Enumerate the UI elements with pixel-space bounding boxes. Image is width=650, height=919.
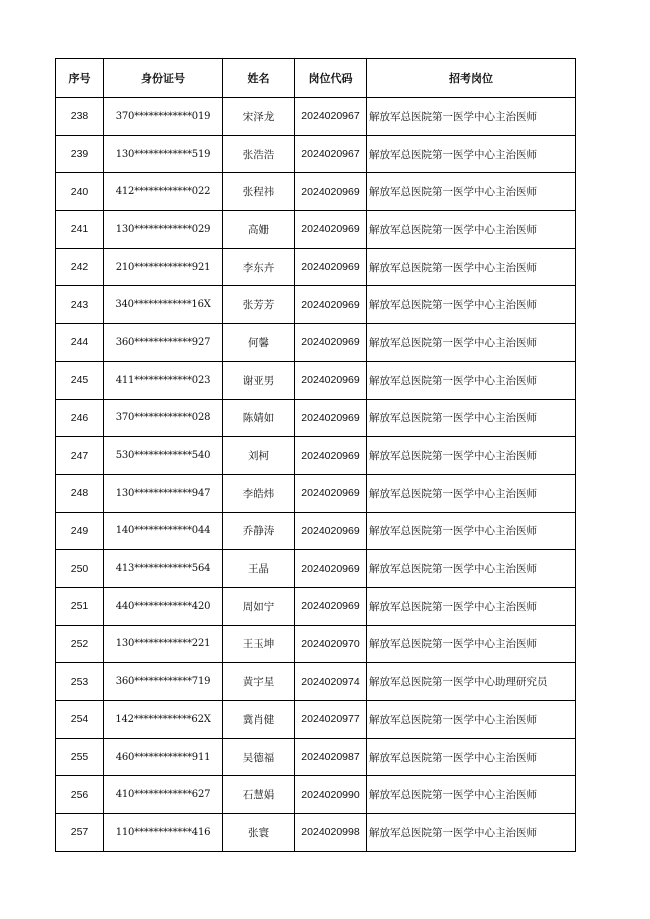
cell-position: 解放军总医院第一医学中心主治医师	[367, 135, 576, 173]
cell-serial-number: 247	[56, 437, 104, 475]
cell-position-code: 2024020967	[295, 135, 367, 173]
cell-position-code: 2024020969	[295, 211, 367, 249]
cell-position: 解放军总医院第一医学中心主治医师	[367, 701, 576, 739]
table-row	[56, 324, 576, 362]
cell-position-code: 2024020969	[295, 437, 367, 475]
cell-serial-number: 250	[56, 550, 104, 588]
cell-position-code: 2024020967	[295, 98, 367, 136]
cell-position: 解放军总医院第一医学中心主治医师	[367, 211, 576, 249]
cell-id-number: 140************044	[104, 512, 223, 550]
cell-position: 解放军总医院第一医学中心主治医师	[367, 550, 576, 588]
cell-position-code: 2024020970	[295, 625, 367, 663]
cell-serial-number: 242	[56, 248, 104, 286]
cell-id-number: 360************719	[104, 663, 223, 701]
cell-serial-number: 246	[56, 399, 104, 437]
cell-serial-number: 252	[56, 625, 104, 663]
cell-position: 解放军总医院第一医学中心主治医师	[367, 437, 576, 475]
table-row	[56, 361, 576, 399]
cell-serial-number: 256	[56, 776, 104, 814]
cell-id-number: 130************029	[104, 211, 223, 249]
cell-position-code: 2024020969	[295, 286, 367, 324]
cell-serial-number: 253	[56, 663, 104, 701]
table-row	[56, 173, 576, 211]
cell-id-number: 411************023	[104, 361, 223, 399]
cell-id-number: 370************028	[104, 399, 223, 437]
cell-id-number: 210************921	[104, 248, 223, 286]
cell-id-number: 410************627	[104, 776, 223, 814]
cell-position-code: 2024020969	[295, 399, 367, 437]
table-row	[56, 98, 576, 136]
table-row	[56, 814, 576, 852]
table-body	[56, 98, 576, 852]
table-row	[56, 399, 576, 437]
cell-id-number: 130************221	[104, 625, 223, 663]
cell-id-number: 412************022	[104, 173, 223, 211]
candidate-table	[55, 58, 576, 852]
cell-position-code: 2024020990	[295, 776, 367, 814]
cell-id-number: 130************947	[104, 474, 223, 512]
cell-position-code: 2024020998	[295, 814, 367, 852]
cell-position: 解放军总医院第一医学中心主治医师	[367, 324, 576, 362]
cell-position: 解放军总医院第一医学中心主治医师	[367, 587, 576, 625]
cell-serial-number: 254	[56, 701, 104, 739]
cell-position: 解放军总医院第一医学中心主治医师	[367, 738, 576, 776]
cell-name: 石慧娟	[223, 776, 295, 814]
cell-position: 解放军总医院第一医学中心主治医师	[367, 361, 576, 399]
cell-serial-number: 241	[56, 211, 104, 249]
cell-position-code: 2024020974	[295, 663, 367, 701]
cell-name: 冀肖健	[223, 701, 295, 739]
cell-name: 宋泽龙	[223, 98, 295, 136]
cell-serial-number: 245	[56, 361, 104, 399]
table-row	[56, 738, 576, 776]
table-row	[56, 625, 576, 663]
cell-name: 高姗	[223, 211, 295, 249]
table-row	[56, 587, 576, 625]
cell-name: 王晶	[223, 550, 295, 588]
table-header-row	[56, 59, 576, 98]
cell-serial-number: 243	[56, 286, 104, 324]
table-row	[56, 550, 576, 588]
cell-name: 刘柯	[223, 437, 295, 475]
cell-id-number: 413************564	[104, 550, 223, 588]
header-position-code: 岗位代码	[295, 59, 367, 98]
cell-name: 周如宁	[223, 587, 295, 625]
cell-serial-number: 251	[56, 587, 104, 625]
cell-position: 解放军总医院第一医学中心主治医师	[367, 814, 576, 852]
cell-id-number: 130************519	[104, 135, 223, 173]
cell-name: 张芳芳	[223, 286, 295, 324]
cell-position: 解放军总医院第一医学中心主治医师	[367, 474, 576, 512]
cell-position-code: 2024020969	[295, 248, 367, 286]
cell-serial-number: 255	[56, 738, 104, 776]
cell-serial-number: 239	[56, 135, 104, 173]
cell-position-code: 2024020969	[295, 474, 367, 512]
cell-name: 李皓炜	[223, 474, 295, 512]
cell-position: 解放军总医院第一医学中心主治医师	[367, 286, 576, 324]
cell-id-number: 460************911	[104, 738, 223, 776]
cell-position: 解放军总医院第一医学中心主治医师	[367, 776, 576, 814]
table-row	[56, 248, 576, 286]
cell-serial-number: 257	[56, 814, 104, 852]
cell-id-number: 360************927	[104, 324, 223, 362]
cell-position: 解放军总医院第一医学中心主治医师	[367, 625, 576, 663]
cell-position: 解放军总医院第一医学中心主治医师	[367, 173, 576, 211]
table-row	[56, 437, 576, 475]
cell-serial-number: 238	[56, 98, 104, 136]
cell-serial-number: 244	[56, 324, 104, 362]
header-name: 姓名	[223, 59, 295, 98]
cell-position: 解放军总医院第一医学中心主治医师	[367, 98, 576, 136]
cell-id-number: 530************540	[104, 437, 223, 475]
cell-name: 黄宇星	[223, 663, 295, 701]
table-row	[56, 701, 576, 739]
cell-position: 解放军总医院第一医学中心主治医师	[367, 399, 576, 437]
cell-position-code: 2024020969	[295, 173, 367, 211]
cell-name: 何馨	[223, 324, 295, 362]
header-position: 招考岗位	[367, 59, 576, 98]
cell-position-code: 2024020969	[295, 512, 367, 550]
cell-name: 谢亚男	[223, 361, 295, 399]
cell-name: 王玉坤	[223, 625, 295, 663]
cell-position-code: 2024020969	[295, 550, 367, 588]
cell-position-code: 2024020969	[295, 587, 367, 625]
cell-name: 张程祎	[223, 173, 295, 211]
header-serial-number: 序号	[56, 59, 104, 98]
table-row	[56, 512, 576, 550]
cell-serial-number: 240	[56, 173, 104, 211]
cell-name: 李东卉	[223, 248, 295, 286]
cell-id-number: 340************16X	[104, 286, 223, 324]
cell-id-number: 110************416	[104, 814, 223, 852]
cell-serial-number: 249	[56, 512, 104, 550]
cell-position: 解放军总医院第一医学中心主治医师	[367, 512, 576, 550]
cell-name: 张浩浩	[223, 135, 295, 173]
header-id-number: 身份证号	[104, 59, 223, 98]
cell-name: 张寰	[223, 814, 295, 852]
cell-name: 乔静涛	[223, 512, 295, 550]
table-row	[56, 211, 576, 249]
cell-serial-number: 248	[56, 474, 104, 512]
table-row	[56, 663, 576, 701]
table-row	[56, 474, 576, 512]
cell-id-number: 370************019	[104, 98, 223, 136]
table-row	[56, 776, 576, 814]
table-row	[56, 135, 576, 173]
cell-position-code: 2024020969	[295, 324, 367, 362]
cell-position: 解放军总医院第一医学中心助理研究员	[367, 663, 576, 701]
cell-position-code: 2024020987	[295, 738, 367, 776]
cell-name: 陈婧如	[223, 399, 295, 437]
cell-name: 吴德福	[223, 738, 295, 776]
cell-id-number: 142************62X	[104, 701, 223, 739]
cell-id-number: 440************420	[104, 587, 223, 625]
cell-position: 解放军总医院第一医学中心主治医师	[367, 248, 576, 286]
table-row	[56, 286, 576, 324]
cell-position-code: 2024020969	[295, 361, 367, 399]
cell-position-code: 2024020977	[295, 701, 367, 739]
